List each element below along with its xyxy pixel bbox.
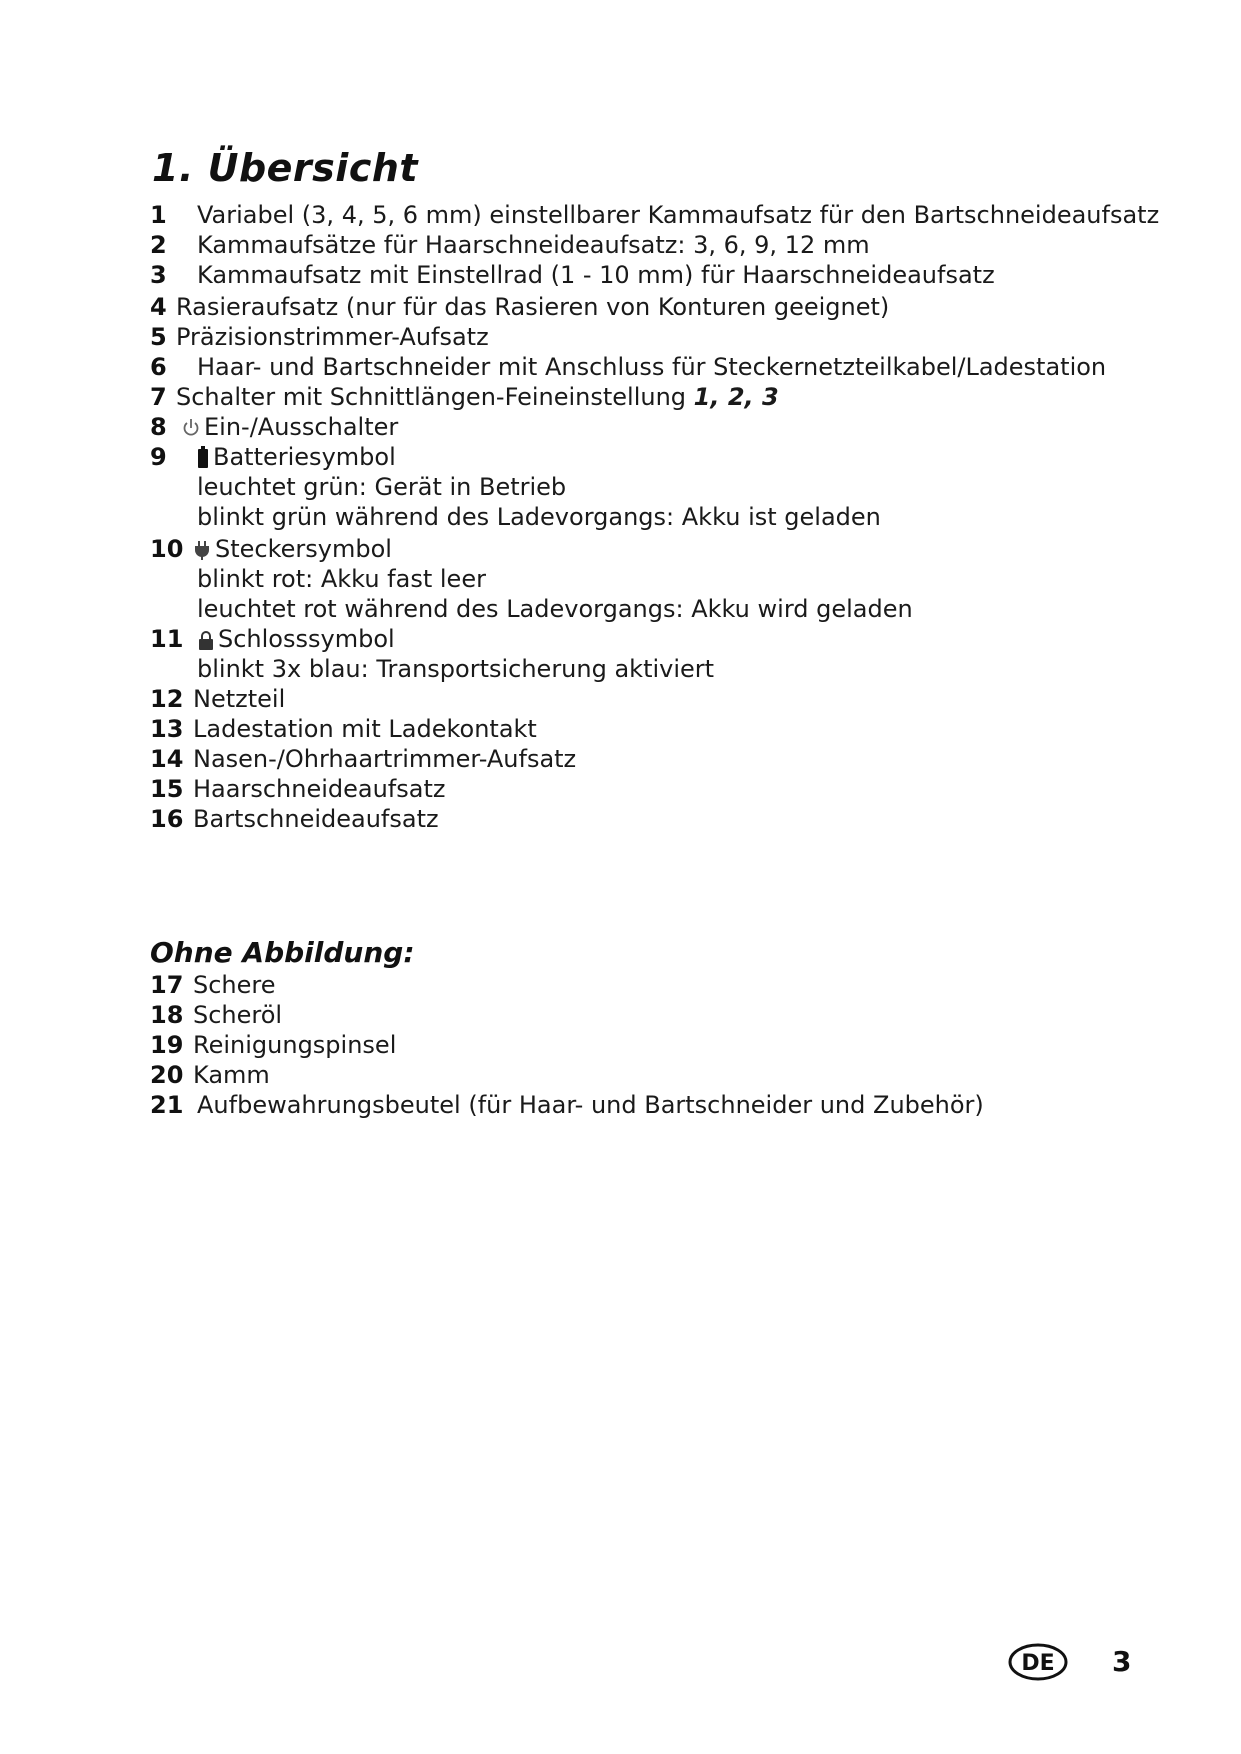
item-text: Bartschneideaufsatz — [193, 805, 439, 833]
item-number: 5 — [150, 323, 167, 351]
item-text: Haar- und Bartschneider mit Anschluss für Steckernetzteilkabel/Ladestation — [197, 353, 1107, 381]
section-title: Ohne Abbildung: — [150, 936, 415, 969]
item-text: Nasen-/Ohrhaartrimmer-Aufsatz — [193, 745, 577, 773]
item-text: Haarschneideaufsatz — [193, 775, 446, 803]
item-number: 15 — [150, 775, 184, 803]
item-text: Ladestation mit Ladekontakt — [193, 715, 537, 743]
item-number: 17 — [150, 971, 184, 999]
item-number: 9 — [150, 443, 167, 471]
item-number: 19 — [150, 1031, 184, 1059]
item-detail: blinkt rot: Akku fast leer — [197, 565, 486, 593]
item-text: Steckersymbol — [215, 535, 392, 563]
power-icon — [182, 418, 200, 438]
item-number: 6 — [150, 353, 167, 381]
item-text: Rasieraufsatz (nur für das Rasieren von Konturen geeignet) — [176, 293, 890, 321]
item-detail: blinkt 3x blau: Transportsicherung aktiviert — [197, 655, 715, 683]
item-text: Schere — [193, 971, 276, 999]
item-number: 8 — [150, 413, 167, 441]
item-number: 3 — [150, 261, 167, 289]
item-number: 10 — [150, 535, 184, 563]
item-detail: blinkt grün während des Ladevorgangs: Akku ist geladen — [197, 503, 881, 531]
item-text: Scheröl — [193, 1001, 283, 1029]
page-heading: 1. Übersicht — [152, 146, 419, 190]
item-number: 7 — [150, 383, 167, 411]
item-number: 20 — [150, 1061, 184, 1089]
item-text: Kamm — [193, 1061, 270, 1089]
item-number: 2 — [150, 231, 167, 259]
item-number: 18 — [150, 1001, 184, 1029]
item-text: Netzteil — [193, 685, 286, 713]
item-number: 12 — [150, 685, 184, 713]
lock-icon — [198, 630, 214, 650]
item-number: 11 — [150, 625, 184, 653]
plug-icon — [193, 540, 211, 560]
item-number: 1 — [150, 201, 167, 229]
item-emphasis: 1, 2, 3 — [693, 383, 779, 411]
item-text: Präzisionstrimmer-Aufsatz — [176, 323, 489, 351]
item-number: 4 — [150, 293, 167, 321]
item-text: Reinigungspinsel — [193, 1031, 397, 1059]
item-text: Schlosssymbol — [218, 625, 395, 653]
battery-icon — [197, 446, 209, 468]
language-badge — [1008, 1642, 1068, 1682]
item-number: 13 — [150, 715, 184, 743]
item-text: Kammaufsatz mit Einstellrad (1 - 10 mm) für Haarschneideaufsatz — [197, 261, 995, 289]
item-text: Ein-/Ausschalter — [204, 413, 399, 441]
item-number: 14 — [150, 745, 184, 773]
item-detail: leuchtet grün: Gerät in Betrieb — [197, 473, 567, 501]
item-number: 16 — [150, 805, 184, 833]
item-number: 21 — [150, 1091, 184, 1119]
item-text: Aufbewahrungsbeutel (für Haar- und Bartschneider und Zubehör) — [197, 1091, 984, 1119]
item-text: Batteriesymbol — [213, 443, 396, 471]
item-text: Variabel (3, 4, 5, 6 mm) einstellbarer Kammaufsatz für den Bartschneideaufsatz — [197, 201, 1160, 229]
page-number: 3 — [1112, 1645, 1132, 1678]
item-text: Schalter mit Schnittlängen-Feineinstellung — [176, 383, 687, 411]
item-text: Kammaufsätze für Haarschneideaufsatz: 3, 6, 9, 12 mm — [197, 231, 870, 259]
item-detail: leuchtet rot während des Ladevorgangs: Akku wird geladen — [197, 595, 913, 623]
language-badge-text: DE — [1021, 1651, 1055, 1676]
